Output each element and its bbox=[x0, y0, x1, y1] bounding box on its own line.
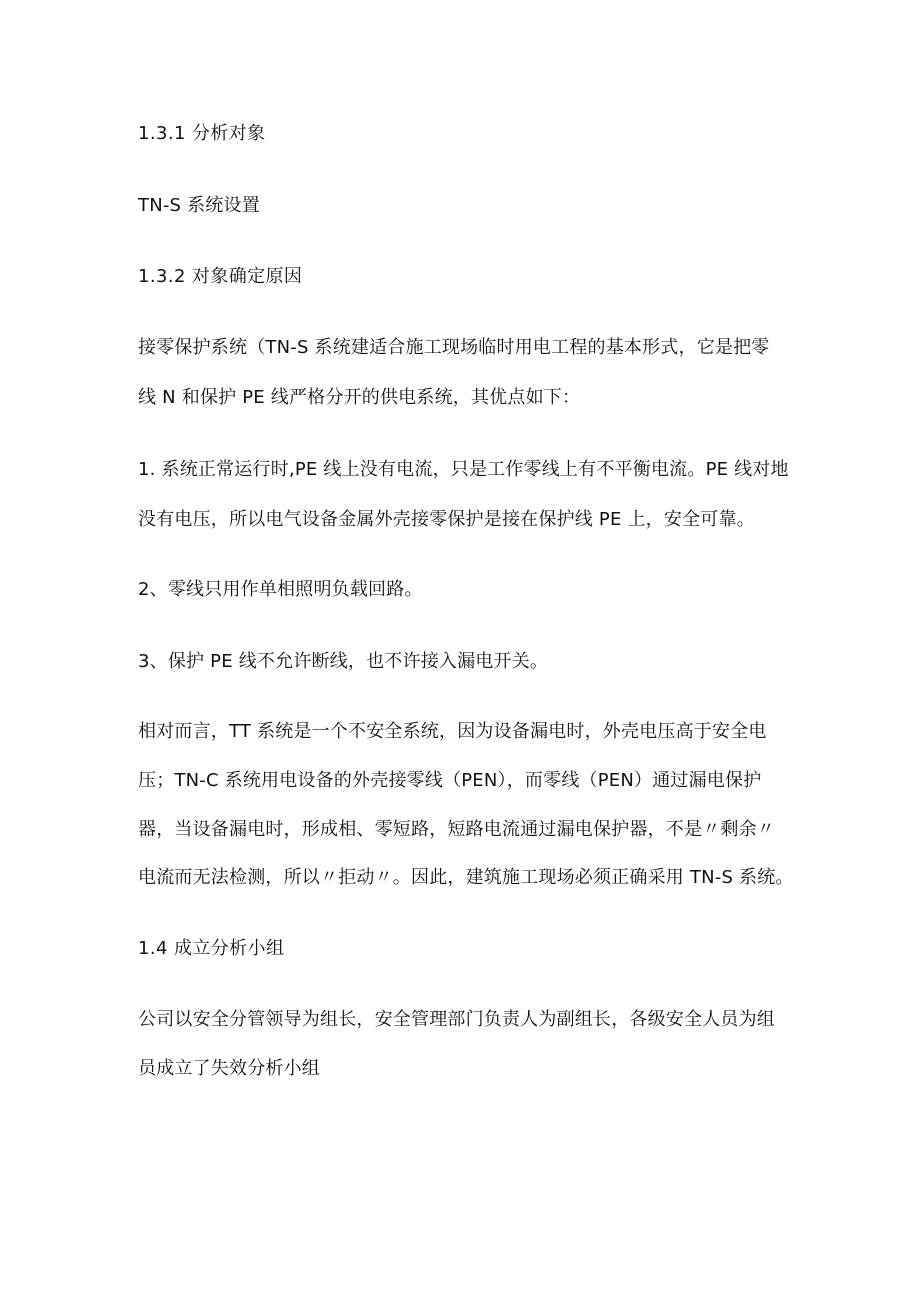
paragraph-2-line-1: 相对而言，TT 系统是一个不安全系统，因为设备漏电时，外壳电压高于安全电 bbox=[138, 721, 767, 742]
paragraph-2-line-3: 器，当设备漏电时，形成相、零短路，短路电流通过漏电保护器，不是〃剩余〃 bbox=[138, 819, 775, 840]
paragraph-3-line-2: 员成立了失效分析小组 bbox=[138, 1058, 320, 1079]
paragraph-3-line-1: 公司以安全分管领导为组长，安全管理部门负责人为副组长，各级安全人员为组 bbox=[138, 1009, 775, 1030]
section-heading-1-3-2: 1.3.2 对象确定原因 bbox=[138, 266, 303, 287]
section-body-tn-s: TN-S 系统设置 bbox=[138, 195, 260, 216]
list-item-3: 3、保护 PE 线不允许断线，也不许接入漏电开关。 bbox=[138, 651, 549, 672]
paragraph-2-line-4: 电流而无法检测，所以〃拒动〃。因此，建筑施工现场必须正确采用 TN-S 系统。 bbox=[138, 867, 794, 888]
list-item-2: 2、零线只用作单相照明负载回路。 bbox=[138, 579, 423, 600]
section-heading-1-4: 1.4 成立分析小组 bbox=[138, 938, 285, 959]
list-item-1-line-1: 1. 系统正常运行时,PE 线上没有电流，只是工作零线上有不平衡电流。PE 线对地 bbox=[138, 459, 789, 480]
paragraph-2-line-2: 压；TN-C 系统用电设备的外壳接零线（PEN），而零线（PEN）通过漏电保护 bbox=[138, 770, 762, 791]
list-item-1-line-2: 没有电压，所以电气设备金属外壳接零保护是接在保护线 PE 上，安全可靠。 bbox=[138, 509, 755, 530]
paragraph-1-line-2: 线 N 和保护 PE 线严格分开的供电系统，其优点如下： bbox=[138, 387, 581, 408]
paragraph-1-line-1: 接零保护系统（TN-S 系统建适合施工现场临时用电工程的基本形式，它是把零 bbox=[138, 337, 770, 358]
section-heading-1-3-1: 1.3.1 分析对象 bbox=[138, 123, 266, 144]
